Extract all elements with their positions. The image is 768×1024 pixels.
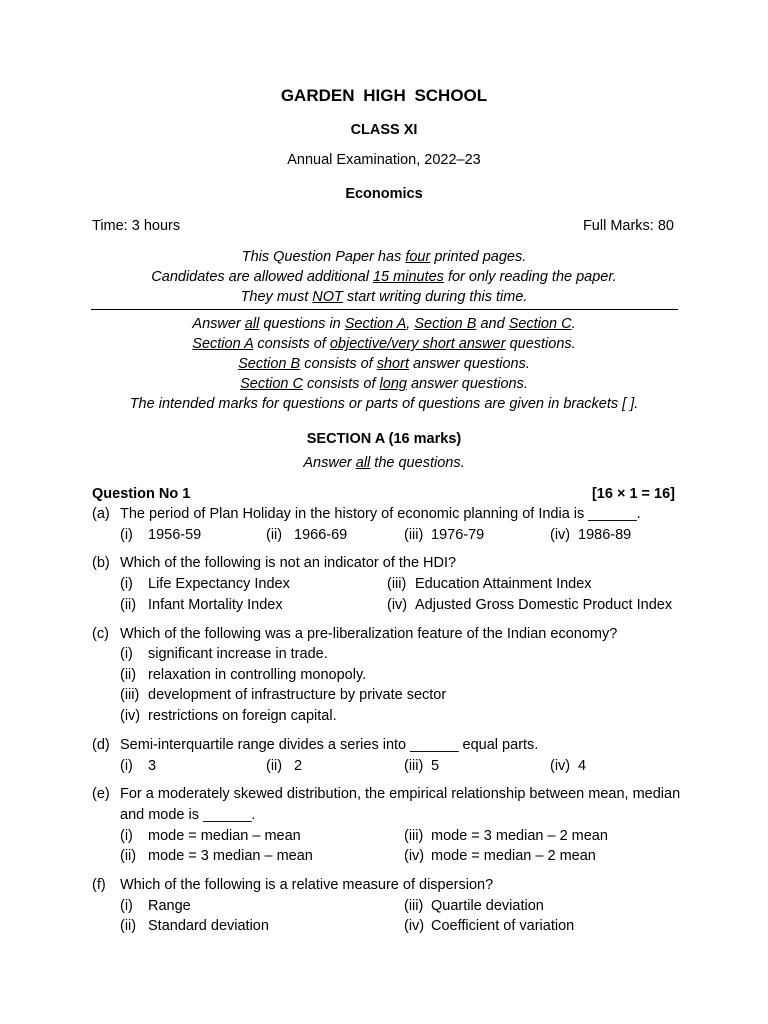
option-label: (i) xyxy=(120,576,133,592)
part-f-label: (f) xyxy=(92,877,106,893)
option-label: (i) xyxy=(120,758,133,774)
option-label: (iii) xyxy=(387,576,407,592)
option-label: (iv) xyxy=(550,527,571,543)
part-a-label: (a) xyxy=(92,506,110,522)
section-a-title: SECTION A (16 marks) xyxy=(306,431,462,447)
part-c-question: Which of the following was a pre-liberalization feature of the Indian economy? xyxy=(120,626,618,642)
part-e-question-line-2: and mode is ______. xyxy=(120,807,256,823)
option-label: (i) xyxy=(120,646,133,662)
section-a-instruction: Answer all the questions. xyxy=(303,455,465,471)
school-name: GARDEN HIGH SCHOOL xyxy=(280,86,488,105)
option-label: (ii) xyxy=(266,758,283,774)
option-text: Range xyxy=(148,898,191,914)
option-text: restrictions on foreign capital. xyxy=(148,708,337,724)
option-label: (iii) xyxy=(404,527,424,543)
option-text: Life Expectancy Index xyxy=(148,576,290,592)
instruction-line-4: Section C consists of long answer questions. xyxy=(240,376,528,392)
option-label: (ii) xyxy=(120,597,137,613)
option-text: Coefficient of variation xyxy=(431,918,575,934)
option-label: (iv) xyxy=(387,597,408,613)
option-label: (iv) xyxy=(550,758,571,774)
option-text: 5 xyxy=(431,758,440,774)
exam-name: Annual Examination, 2022–23 xyxy=(287,152,481,168)
divider-line xyxy=(91,309,678,310)
option-text: mode = median – 2 mean xyxy=(431,848,596,864)
option-label: (iii) xyxy=(404,758,424,774)
option-label: (iv) xyxy=(404,918,425,934)
option-text: 1986-89 xyxy=(578,527,632,543)
option-text: development of infrastructure by private sector xyxy=(148,687,447,703)
option-label: (i) xyxy=(120,898,133,914)
option-text: Standard deviation xyxy=(148,918,269,934)
option-text: significant increase in trade. xyxy=(148,646,328,662)
option-label: (i) xyxy=(120,828,133,844)
instruction-line-3: Section B consists of short answer questions. xyxy=(238,356,530,372)
option-text: 1966-69 xyxy=(294,527,348,543)
question-marks: [16 × 1 = 16] xyxy=(591,486,675,502)
part-e-question-line-1: For a moderately skewed distribution, the empirical relationship between mean, median xyxy=(120,786,681,802)
option-label: (iv) xyxy=(404,848,425,864)
option-label: (iii) xyxy=(120,687,140,703)
notice-line-2: Candidates are allowed additional 15 minutes for only reading the paper. xyxy=(151,269,617,285)
option-text: Education Attainment Index xyxy=(415,576,592,592)
instruction-line-5: The intended marks for questions or parts of questions are given in brackets [ ]. xyxy=(129,396,639,412)
subject-name: Economics xyxy=(345,186,423,202)
time-allowed: Time: 3 hours xyxy=(92,218,181,234)
option-label: (ii) xyxy=(120,848,137,864)
instruction-line-1: Answer all questions in Section A, Section B and Section C. xyxy=(192,316,576,332)
option-label: (iv) xyxy=(120,708,141,724)
option-text: 3 xyxy=(148,758,157,774)
option-text: Quartile deviation xyxy=(431,898,544,914)
option-text: 4 xyxy=(578,758,587,774)
option-text: mode = 3 median – 2 mean xyxy=(431,828,608,844)
option-text: mode = 3 median – mean xyxy=(148,848,313,864)
part-d-question: Semi-interquartile range divides a series into ______ equal parts. xyxy=(120,737,539,753)
question-heading: Question No 1 xyxy=(92,486,191,502)
option-label: (i) xyxy=(120,527,133,543)
option-text: 1956-59 xyxy=(148,527,202,543)
part-b-question: Which of the following is not an indicator of the HDI? xyxy=(120,555,457,571)
instruction-line-2: Section A consists of objective/very short answer questions. xyxy=(192,336,576,352)
option-text: 1976-79 xyxy=(431,527,485,543)
option-text: Infant Mortality Index xyxy=(148,597,283,613)
part-d-label: (d) xyxy=(92,737,110,753)
option-text: 2 xyxy=(294,758,303,774)
part-e-label: (e) xyxy=(92,786,110,802)
part-b-label: (b) xyxy=(92,555,110,571)
option-label: (iii) xyxy=(404,898,424,914)
part-c-label: (c) xyxy=(92,626,109,642)
option-text: mode = median – mean xyxy=(148,828,301,844)
option-text: Adjusted Gross Domestic Product Index xyxy=(415,597,673,613)
notice-line-3: They must NOT start writing during this time. xyxy=(240,289,528,305)
option-label: (ii) xyxy=(266,527,283,543)
option-text: relaxation in controlling monopoly. xyxy=(148,667,367,683)
option-label: (ii) xyxy=(120,667,137,683)
full-marks: Full Marks: 80 xyxy=(582,218,674,234)
notice-line-1: This Question Paper has four printed pages. xyxy=(241,249,527,265)
part-f-question: Which of the following is a relative measure of dispersion? xyxy=(120,877,494,893)
option-label: (ii) xyxy=(120,918,137,934)
option-label: (iii) xyxy=(404,828,424,844)
class-label: CLASS XI xyxy=(350,122,418,138)
part-a-question: The period of Plan Holiday in the history of economic planning of India is ______. xyxy=(120,506,641,522)
